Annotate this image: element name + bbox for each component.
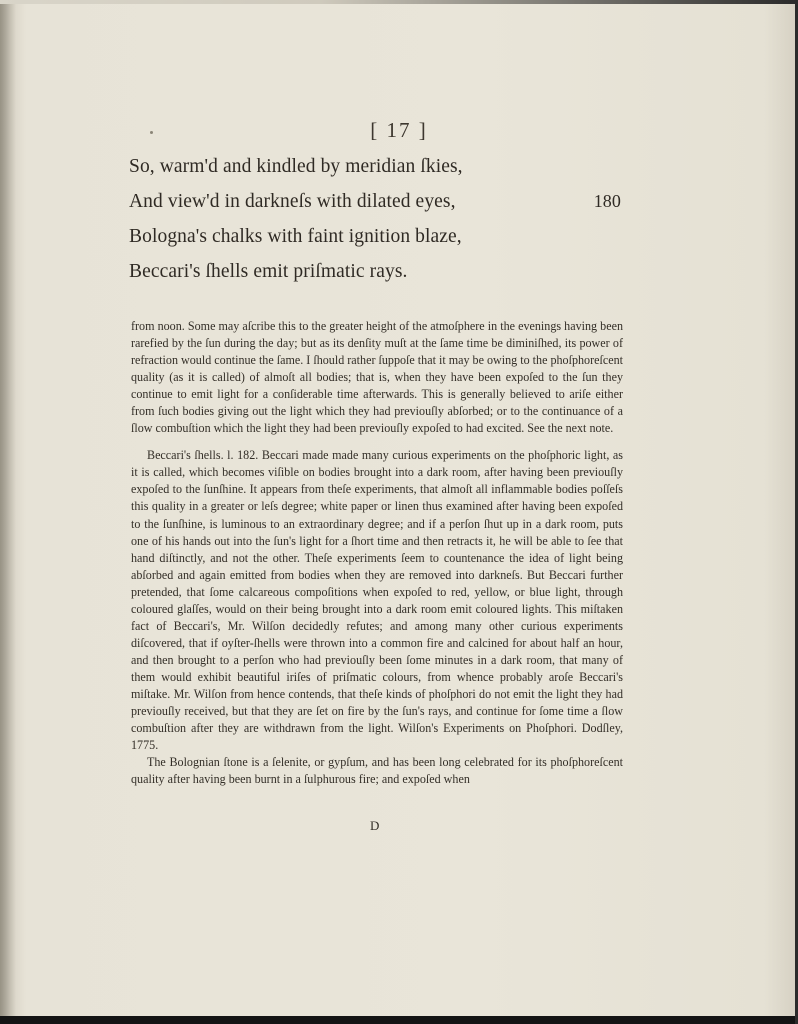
note-paragraph-1: from noon. Some may aſcribe this to the greater height of the atmoſphere in the evenings having been rarefied by the ſun during the day; but as its denſity muſt at the ſame time be diminiſhed, its power of refraction would continue the ſame. I ſhould rather ſuppoſe that it may be owing to the phoſphoreſcent quality (as it is called) of almoſt all bodies; that is, when they have been expoſed to the ſun they continue to emit light for a conſiderable time afterwards. This is generally believed to ariſe either from ſuch bodies giving out the light which they had previouſly abſorbed; or to the continuance of a ſlow combuſtion which the light they had been previouſly expoſed to had excited. See the next note. bbox=[131, 319, 624, 436]
verse-line-2 bbox=[129, 191, 629, 226]
spine-shadow bbox=[0, 4, 16, 1018]
note-paragraph-2: Beccari's ſhells. l. 182. Beccari made made many curious experiments on the phoſphoric light, as it is called, which becomes viſible on bodies brought into a dark room, after having been previouſly expoſed to the ſunſhine. It appears from theſe experiments, that almoſt all inflammable bodies poſſeſs this quality in a greater or leſs degree; white paper or linen thus examined after having been expoſed to the ſunſhine, is luminous to an extraordinary degree; and if a perſon ſhut up in a dark room, puts one of his hands out into the ſun's light for a ſhort time and then retracts it, he will be able to ſee that hand diſtinctly, and not the other. Theſe experiments ſeem to countenance the idea of light being abſorbed and again emitted from bodies when they are removed into darkneſs. But Beccari further pretended, that ſome calcareous compoſitions when expoſed to red, yellow, or blue light, through coloured glaſſes, would on their being brought into a dark room emit coloured lights. This miſtaken fact of Beccari's, Mr. Wilſon decidedly refutes; and among many other curious experiments diſcovered, that if oyſter-ſhells were thrown into a common fire and calcined for about half an hour, and then brought to a perſon who had previouſly been ſome minutes in a dark room, that many of them would exhibit beautiful iriſes of priſmatic colours, from whence probably aroſe Beccari's miſtake. Mr. Wilſon from hence contends, that theſe kinds of phoſphori do not emit the light they had previouſly received, but that they are ſet on fire by the ſun's rays, and continue for ſome time a ſlow combuſtion after they are withdrawn from the light. Wilſon's Experiments on Phoſphori. Dodſley, 1775. bbox=[131, 448, 623, 753]
verse-line-text: So, warm'd and kindled by meridian ſkies, bbox=[129, 156, 463, 177]
verse-line-4 bbox=[129, 261, 629, 296]
page-number: [ 17 ] bbox=[370, 118, 428, 142]
signature-mark: D bbox=[370, 818, 380, 833]
verse-line-text: And view'd in darkneſs with dilated eyes, bbox=[129, 191, 456, 212]
verse-line-3 bbox=[129, 226, 629, 261]
verse-line-text: Bologna's chalks with faint ignition blaze, bbox=[129, 226, 462, 247]
note-paragraph-3: The Bolognian ſtone is a ſelenite, or gypſum, and has been long celebrated for its phoſphoreſcent quality after having been burnt in a ſulphurous fire; and expoſed when bbox=[131, 755, 623, 787]
line-number: 180 bbox=[593, 191, 621, 211]
verse-line-text: Beccari's ſhells emit priſmatic rays. bbox=[129, 261, 408, 282]
bottom-edge bbox=[0, 1016, 798, 1024]
footnotes bbox=[131, 318, 623, 788]
verse-line-1 bbox=[129, 156, 629, 191]
verse-block bbox=[129, 156, 629, 296]
